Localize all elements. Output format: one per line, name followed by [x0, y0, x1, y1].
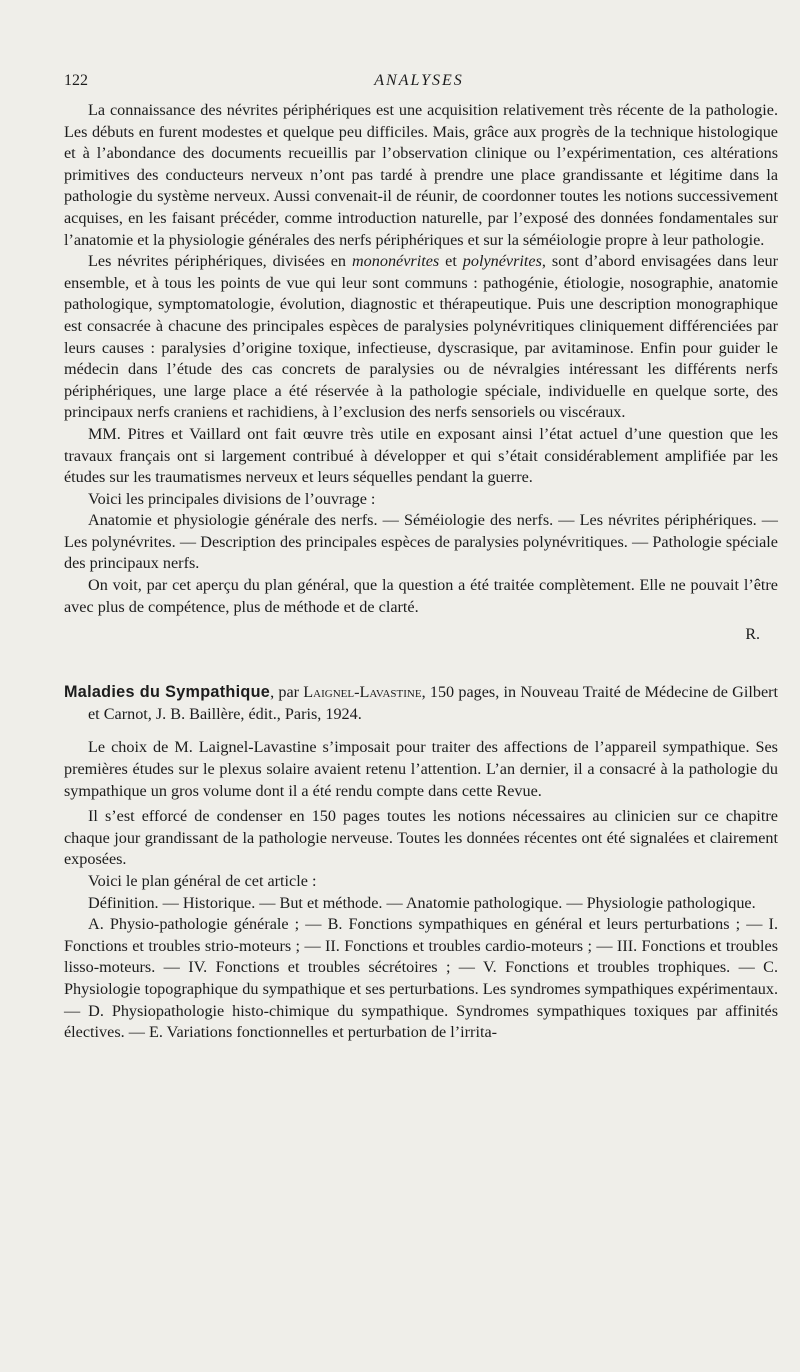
- text-run: Les névrites périphériques, divisées en: [88, 252, 352, 271]
- book-title: Maladies du Sympathique: [64, 683, 271, 702]
- text-run: , sont d’abord envisagées dans leur ensemble, et à tous les points de vue qui leur sont communs : pathogénie, étiologie, nosographie, anatomie pathologique, symptomatologie, évolution, diagnostic et thérapeutique. Puis une description monographique est consacrée à chacune des principales espèces de paralysies polynévritiques cliniquement différenciées par leurs causes : paralysies d’origine toxique, infectieuse, dyscrasique, par avitaminose. Enfin pour guider le médecin dans l’étude des cas concrets de paralysies ou de névralgies intéressant les différents nerfs périphériques, une large place a été réservée à la pathologie spéciale, individuelle en quelque sorte, des principaux nerfs craniens et rachidiens, à l’exclusion des nerfs sensoriels ou viscéraux.: [64, 252, 778, 422]
- paragraph: Il s’est efforcé de condenser en 150 pages toutes les notions nécessaires au clinicien sur ce chapitre chaque jour grandissant de la pathologie nerveuse. Toutes les données récentes ont été signalées et clairement exposées.: [64, 807, 778, 869]
- paragraph: La connaissance des névrites périphériques est une acquisition relativement très récente de la pathologie. Les débuts en furent modestes et quelque peu difficiles. Mais, grâce aux progrès de la technique histologique et à l’abondance des documents recueillis par l’observation clinique ou l’expérimentation, ces altérations primitives des conducteurs nerveux n’ont pas tardé à prendre une place grandissante et légitime dans la pathologie du système nerveux. Aussi convenait-il de réunir, de coordonner toutes les notions successivement acquises, en les faisant précéder, comme introduction naturelle, par l’exposé des données fondamentales sur l’anatomie et la physiologie générales des nerfs périphériques et sur la séméiologie propre à leur pathologie.: [64, 101, 778, 249]
- paragraph: On voit, par cet aperçu du plan général, que la question a été traitée complètement. Elle ne pouvait l’être avec plus de compétence, plus de méthode et de clarté.: [64, 576, 778, 616]
- section-gap: [64, 646, 778, 682]
- emphasis-polynevrites: polynévrites: [462, 252, 542, 271]
- page-content: [64, 100, 778, 1044]
- paragraph: Voici le plan général de cet article :: [88, 872, 317, 890]
- emphasis-mononevrites: mononévrites: [351, 252, 440, 271]
- paragraph: [64, 251, 778, 424]
- review-nevrites: [64, 100, 778, 646]
- entry-heading: [64, 682, 778, 725]
- paragraph: Le choix de M. Laignel-Lavastine s’imposait pour traiter des affections de l’appareil sympathique. Ses premières études sur le plexus solaire avaient retenu l’attention. L’an dernier, il a consacré à la pathologie du sympathique un gros volume dont il a été rendu compte dans cette Revue.: [64, 738, 778, 800]
- author-name: Laignel-Lavastine: [303, 683, 422, 702]
- paragraph: Anatomie et physiologie générale des nerfs. — Séméiologie des nerfs. — Les névrites périphériques. — Les polynévrites. — Description des principales espèces de paralysies polynévritiques. — Pathologie spéciale des principaux nerfs.: [64, 511, 778, 573]
- paragraph: A. Physio-pathologie générale ; — B. Fonctions sympathiques en général et leurs perturbations ; — I. Fonctions et troubles strio-moteurs ; — II. Fonctions et troubles cardio-moteurs ; — III. Fonctions et troubles lisso-moteurs. — IV. Fonctions et troubles sécrétoires ; — V. Fonctions et troubles trophiques. — C. Physiologie topographique du sympathique et ses perturbations. Les syndromes sympathiques expérimentaux. — D. Physiopathologie histo-chimique du sympathique. Syndromes sympathiques toxiques par affinités électives. — E. Variations fonctionnelles et perturbation de l’irrita-: [64, 915, 778, 1042]
- paragraph: Définition. — Historique. — But et méthode. — Anatomie pathologique. — Physiologie pathologique.: [88, 893, 756, 912]
- paragraph: MM. Pitres et Vaillard ont fait œuvre très utile en exposant ainsi l’état actuel d’une question que les travaux français ont si largement contribué à développer et qui s’était considérablement amplifiée par les études sur les traumatismes nerveux et leurs séquelles pendant la guerre.: [64, 424, 778, 487]
- text-run: et: [439, 252, 463, 271]
- review-sympathique: [64, 682, 778, 1044]
- running-title: ANALYSES: [374, 72, 464, 89]
- paragraph: Voici les principales divisions de l’ouvrage :: [88, 489, 376, 508]
- text-run: , par: [270, 683, 304, 702]
- reviewer-signature: R.: [745, 626, 760, 644]
- citation: , 150 pages, in Nouveau Traité de Médecine de Gilbert et Carnot, J. B. Baillère, édit., Paris, 1924.: [88, 683, 779, 723]
- running-head: [64, 72, 774, 96]
- page-number: 122: [64, 72, 88, 89]
